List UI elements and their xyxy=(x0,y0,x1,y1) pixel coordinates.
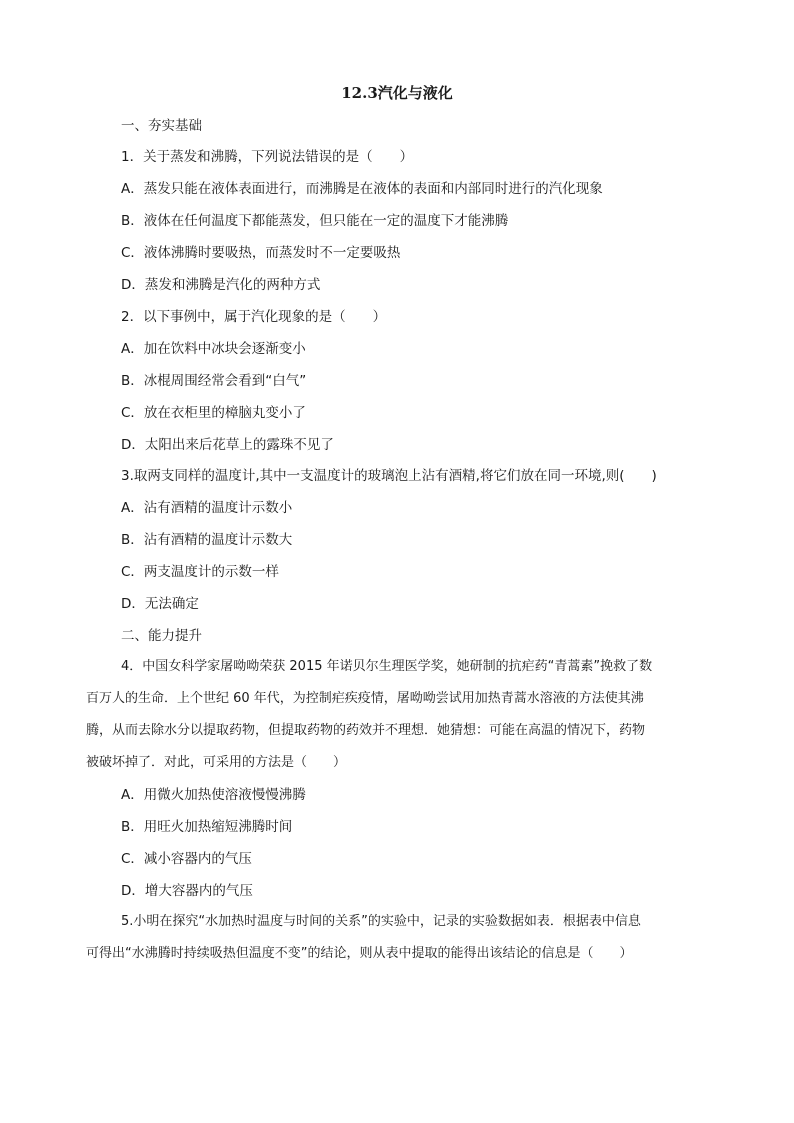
question-2-option-b: B．冰棍周围经常会看到“白气” xyxy=(121,373,307,389)
question-3-option-c: C．两支温度计的示数一样 xyxy=(121,564,279,580)
question-5-stem-line-1: 5.小明在探究“水加热时温度与时间的关系”的实验中，记录的实验数据如表．根据表中信息 xyxy=(121,914,641,929)
question-3-option-a: A．沾有酒精的温度计示数小 xyxy=(121,500,293,516)
section-heading-basics: 一、夯实基础 xyxy=(121,118,202,134)
question-4-stem-line-3: 腾，从而去除水分以提取药物，但提取药物的药效并不理想．她猜想：可能在高温的情况下，药物 xyxy=(86,723,646,738)
page-title: 12.3汽化与液化 xyxy=(341,84,453,102)
question-3-stem: 3.取两支同样的温度计,其中一支温度计的玻璃泡上沾有酒精,将它们放在同一环境,则( ) xyxy=(121,468,657,484)
question-2-option-c: C．放在衣柜里的樟脑丸变小了 xyxy=(121,405,306,421)
question-1-option-d: D．蒸发和沸腾是汽化的两种方式 xyxy=(121,277,321,293)
section-heading-advanced: 二、能力提升 xyxy=(121,628,202,644)
question-4-stem-line-1: 4．中国女科学家屠呦呦荣获 2015 年诺贝尔生理医学奖，她研制的抗疟药“青蒿素”挽救了数 xyxy=(121,659,653,674)
question-2-option-d: D．太阳出来后花草上的露珠不见了 xyxy=(121,437,334,453)
question-4-option-c: C．减小容器内的气压 xyxy=(121,851,252,867)
question-2-option-a: A．加在饮料中冰块会逐渐变小 xyxy=(121,341,306,357)
question-4-stem-line-4: 被破坏掉了．对此，可采用的方法是（ ） xyxy=(86,755,347,770)
question-4-option-d: D．增大容器内的气压 xyxy=(121,883,253,899)
question-1-stem: 1．关于蒸发和沸腾，下列说法错误的是（ ） xyxy=(121,149,414,165)
question-3-option-d: D．无法确定 xyxy=(121,596,199,612)
question-5-stem-line-2: 可得出“水沸腾时持续吸热但温度不变”的结论，则从表中提取的能得出该结论的信息是（ ） xyxy=(86,946,633,961)
question-2-stem: 2．以下事例中，属于汽化现象的是（ ） xyxy=(121,309,387,325)
question-1-option-b: B．液体在任何温度下都能蒸发，但只能在一定的温度下才能沸腾 xyxy=(121,213,509,229)
question-4-stem-line-2: 百万人的生命．上个世纪 60 年代，为控制疟疾疫情，屠呦呦尝试用加热青蒿水溶液的方法使其沸 xyxy=(86,691,644,706)
question-3-option-b: B．沾有酒精的温度计示数大 xyxy=(121,532,293,548)
question-1-option-c: C．液体沸腾时要吸热，而蒸发时不一定要吸热 xyxy=(121,245,401,261)
question-1-option-a: A．蒸发只能在液体表面进行，而沸腾是在液体的表面和内部同时进行的汽化现象 xyxy=(121,181,603,197)
question-4-option-b: B．用旺火加热缩短沸腾时间 xyxy=(121,819,293,835)
question-4-option-a: A．用微火加热使溶液慢慢沸腾 xyxy=(121,787,306,803)
